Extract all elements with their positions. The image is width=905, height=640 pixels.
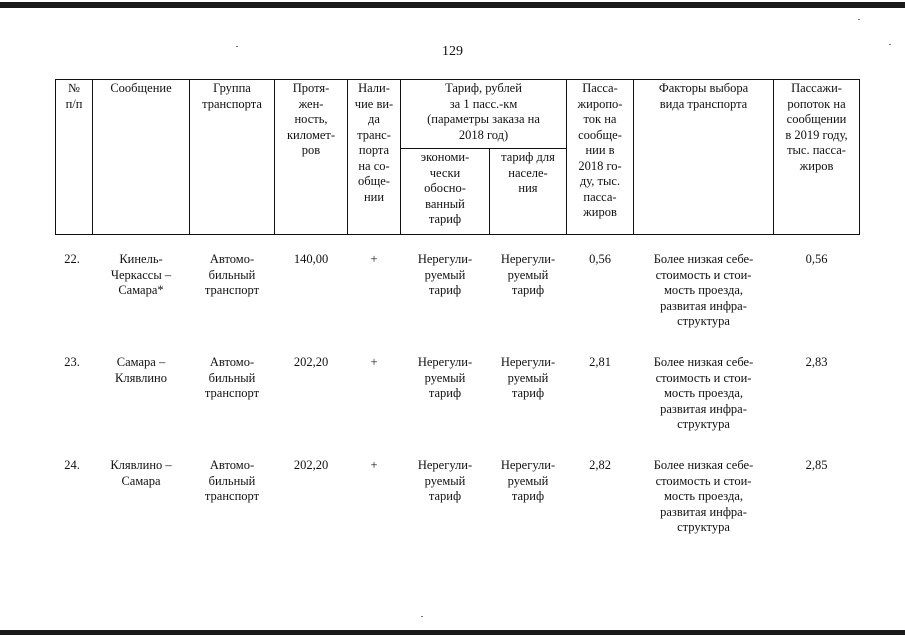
- row-flow-2018: 0,56: [589, 252, 611, 266]
- row-flow-2018: 2,82: [589, 458, 611, 472]
- row-factors: Более низкая себе- стоимость и стои- мость проезда, развитая инфра- структура: [653, 458, 754, 534]
- row-availability: +: [370, 252, 378, 266]
- row-availability: +: [370, 355, 378, 369]
- row-route: Кинель- Черкассы – Самара*: [110, 252, 172, 297]
- row-tariff-econ: Нерегули- руемый тариф: [417, 458, 473, 503]
- header-top-line: [55, 79, 860, 80]
- page-number: 129: [442, 44, 463, 59]
- row-length: 140,00: [293, 252, 329, 266]
- row-length: 202,20: [293, 458, 329, 472]
- row-tariff-econ: Нерегули- руемый тариф: [417, 252, 473, 297]
- header-tariff-econ: экономи- чески обосно- ванный тариф: [420, 150, 470, 226]
- header-route: Сообщение: [110, 81, 172, 95]
- header-group: Группа транспорта: [202, 81, 262, 111]
- scan-speck: [421, 616, 423, 617]
- table-row: [55, 458, 860, 558]
- header-length: Протя- жен- ность, километ- ров: [286, 81, 336, 157]
- scan-bottom-border: [0, 630, 905, 635]
- row-flow-2018: 2,81: [589, 355, 611, 369]
- header-num: № п/п: [65, 81, 83, 111]
- row-num: 22.: [64, 252, 80, 266]
- table-row: [55, 355, 860, 455]
- header-tariff-group: Тариф, рублей за 1 пасс.-км (параметры заказа на 2018 год): [427, 81, 540, 142]
- col-line: [92, 79, 93, 235]
- row-tariff-pop: Нерегули- руемый тариф: [500, 458, 556, 503]
- header-bottom-line: [55, 234, 860, 235]
- tariff-subheader-line: [400, 148, 566, 149]
- row-factors: Более низкая себе- стоимость и стои- мость проезда, развитая инфра- структура: [653, 252, 754, 328]
- col-line: [859, 79, 860, 235]
- scan-top-border: [0, 2, 905, 8]
- header-factors: Факторы выбора вида транспорта: [658, 81, 749, 111]
- header-tariff-pop: тариф для населе- ния: [501, 150, 555, 195]
- table-row: [55, 252, 860, 352]
- row-num: 24.: [64, 458, 80, 472]
- row-availability: +: [370, 458, 378, 472]
- table-header: [55, 79, 860, 235]
- row-length: 202,20: [293, 355, 329, 369]
- row-factors: Более низкая себе- стоимость и стои- мость проезда, развитая инфра- структура: [653, 355, 754, 431]
- row-route: Клявлино – Самара: [110, 458, 172, 488]
- row-tariff-econ: Нерегули- руемый тариф: [417, 355, 473, 400]
- row-num: 23.: [64, 355, 80, 369]
- header-flow-2019: Пассажи- ропоток на сообщении в 2019 году, тыс. пасса- жиров: [785, 81, 848, 173]
- scan-speck: [858, 19, 860, 20]
- row-route: Самара – Клявлино: [115, 355, 167, 385]
- header-flow-2018: Пасса- жиропо- ток на сообще- нии в 2018 го- ду, тыс. пасса- жиров: [577, 81, 623, 219]
- row-flow-2019: 0,56: [805, 252, 828, 266]
- row-tariff-pop: Нерегули- руемый тариф: [500, 355, 556, 400]
- row-group: Автомо- бильный транспорт: [204, 252, 260, 297]
- row-group: Автомо- бильный транспорт: [204, 355, 260, 400]
- row-group: Автомо- бильный транспорт: [204, 458, 260, 503]
- row-tariff-pop: Нерегули- руемый тариф: [500, 252, 556, 297]
- header-availability: Нали- чие ви- да транс- порта на со- обще- нии: [354, 81, 394, 204]
- row-flow-2019: 2,83: [805, 355, 828, 369]
- row-flow-2019: 2,85: [805, 458, 828, 472]
